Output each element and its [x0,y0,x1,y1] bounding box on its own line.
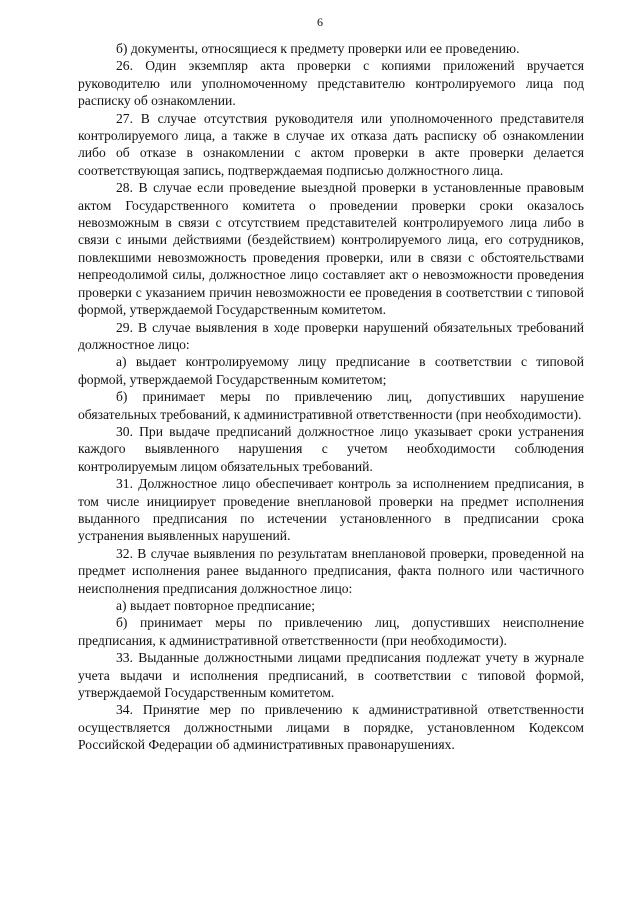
paragraph: 34. Принятие мер по привлечению к административной ответственности осуществляется должностными лицами в порядке, установленном Кодексом Российской Федерации об административных правонарушениях. [78,702,584,753]
paragraph: 29. В случае выявления в ходе проверки нарушений обязательных требований должностное лицо: [78,319,584,352]
paragraph: 33. Выданные должностными лицами предписания подлежат учету в журнале учета выдачи и исполнения предписаний, в соответствии с типовой формой, утверждаемой Государственным комитетом. [78,650,584,701]
paragraph: б) документы, относящиеся к предмету проверки или ее проведению. [116,41,520,56]
paragraph: 32. В случае выявления по результатам внеплановой проверки, проведенной на предмет исполнения ранее выданного предписания, факта полного или частичного неисполнения предписания должностное лицо: [78,545,584,596]
page-number: 6 [317,15,323,29]
paragraph: 28. В случае если проведение выездной проверки в установленные правовым актом Государственного комитета о проведении проверки сроки оказалось невозможным в связи с отсутствием представителей контролируемого лица либо в связи с иными действиями (бездействием) контролируемого лица, его сотрудников, повлекшими невозможность проведения проверки, или в связи с обстоятельствами непреодолимой силы, должностное лицо составляет акт о невозможности проведения проверки с указанием причин невозможности ее проведения в соответствии с типовой формой, утверждаемой Государственным комитетом. [78,180,584,318]
paragraph: 30. При выдаче предписаний должностное лицо указывает сроки устранения каждого выявленного нарушения с учетом необходимости соблюдения контролируемым лицом обязательных требований. [78,423,584,474]
paragraph: 26. Один экземпляр акта проверки с копиями приложений вручается руководителю или уполномоченному представителю контролируемого лица под расписку об ознакомлении. [78,58,584,109]
paragraph: б) принимает меры по привлечению лиц, допустивших нарушение обязательных требований, к административной ответственности (при необходимости). [78,389,584,422]
paragraph: а) выдает контролируемому лицу предписание в соответствии с типовой формой, утверждаемой Государственным комитетом; [78,354,584,387]
paragraph: б) принимает меры по привлечению лиц, допустивших неисполнение предписания, к административной ответственности (при необходимости). [78,615,584,648]
document-body [78,40,584,754]
paragraph: 27. В случае отсутствия руководителя или уполномоченного представителя контролируемого лица, а также в случае их отказа дать расписку об ознакомлении либо об отказе в ознакомлении с актом проверки в акте проверки делается соответствующая запись, подтверждаемая подписью должностного лица. [78,110,584,178]
paragraph: 31. Должностное лицо обеспечивает контроль за исполнением предписания, в том числе инициирует проведение внеплановой проверки на предмет исполнения выданного предписания по истечении установленного в предписании срока устранения выявленных нарушений. [78,476,584,544]
paragraph: а) выдает повторное предписание; [116,598,315,613]
